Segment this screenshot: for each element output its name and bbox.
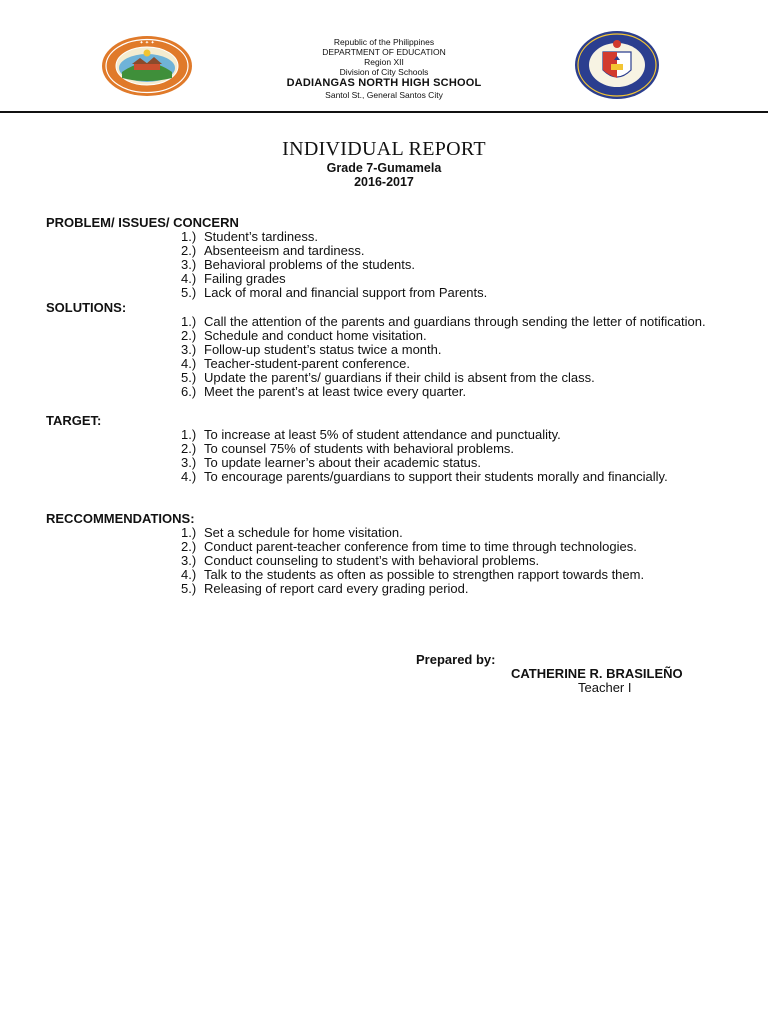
- item-text: Follow-up student’s status twice a month.: [204, 342, 442, 357]
- list-item: [181, 554, 722, 568]
- item-number: 4.): [181, 469, 197, 484]
- item-number: 5.): [181, 581, 197, 596]
- list-item: [181, 385, 722, 399]
- letterhead: [0, 0, 768, 112]
- recommendations-list: [181, 526, 722, 596]
- list-item: [181, 568, 722, 582]
- list-item: [181, 315, 722, 329]
- page-title: INDIVIDUAL REPORT: [282, 138, 486, 160]
- item-number: 4.): [181, 271, 197, 286]
- school-address: Santol St., General Santos City: [325, 90, 443, 100]
- prepared-by-label: Prepared by:: [416, 652, 496, 667]
- section-heading-target: TARGET:: [46, 413, 102, 428]
- target-list: [181, 428, 722, 484]
- list-item: [181, 371, 722, 385]
- item-text: To encourage parents/guardians to support their students morally and financially.: [204, 469, 668, 484]
- item-number: 5.): [181, 285, 197, 300]
- item-text: Meet the parent’s at least twice every quarter.: [204, 384, 467, 399]
- item-number: 4.): [181, 356, 197, 371]
- class-name: Grade 7-Gumamela: [326, 161, 442, 175]
- item-number: 3.): [181, 342, 197, 357]
- item-number: 4.): [181, 567, 197, 582]
- item-text: Teacher-student-parent conference.: [204, 356, 410, 371]
- list-item: [181, 230, 722, 244]
- section-heading-recommendations: RECCOMMENDATIONS:: [46, 511, 195, 526]
- item-text: Set a schedule for home visitation.: [204, 525, 403, 540]
- svg-text:✦ ✦ ✦: ✦ ✦ ✦: [139, 40, 155, 46]
- item-text: Absenteeism and tardiness.: [204, 243, 365, 258]
- item-number: 1.): [181, 427, 197, 442]
- item-number: 5.): [181, 370, 197, 385]
- item-number: 2.): [181, 539, 197, 554]
- item-number: 6.): [181, 384, 197, 399]
- list-item: [181, 470, 722, 484]
- list-item: [181, 540, 722, 554]
- item-text: Conduct counseling to student’s with behavioral problems.: [204, 553, 540, 568]
- item-number: 3.): [181, 553, 197, 568]
- item-number: 2.): [181, 441, 197, 456]
- item-text: Behavioral problems of the students.: [204, 257, 416, 272]
- list-item: [181, 286, 722, 300]
- item-text: Call the attention of the parents and guardians through sending the letter of notification.: [204, 314, 706, 329]
- item-text: To counsel 75% of students with behavioral problems.: [204, 441, 515, 456]
- list-item: [181, 244, 722, 258]
- item-number: 3.): [181, 455, 197, 470]
- section-heading-problems: PROBLEM/ ISSUES/ CONCERN: [46, 215, 239, 230]
- deped-seal-icon: [570, 30, 664, 100]
- item-number: 3.): [181, 257, 197, 272]
- letterhead-line: Republic of the Philippines: [333, 37, 435, 47]
- item-text: To increase at least 5% of student attendance and punctuality.: [204, 427, 561, 442]
- header-divider: [0, 111, 768, 113]
- item-text: To update learner’s about their academic status.: [204, 455, 482, 470]
- item-text: Student’s tardiness.: [204, 229, 318, 244]
- list-item: [181, 272, 722, 286]
- item-number: 1.): [181, 314, 197, 329]
- item-number: 1.): [181, 229, 197, 244]
- list-item: [181, 582, 722, 596]
- item-text: Releasing of report card every grading period.: [204, 581, 469, 596]
- item-text: Conduct parent-teacher conference from time to time through technologies.: [204, 539, 637, 554]
- item-number: 2.): [181, 243, 197, 258]
- signer-name: CATHERINE R. BRASILEÑO: [511, 666, 683, 681]
- problems-list: [181, 230, 722, 300]
- list-item: [181, 329, 722, 343]
- solutions-list: [181, 315, 722, 399]
- item-text: Lack of moral and financial support from Parents.: [204, 285, 488, 300]
- list-item: [181, 442, 722, 456]
- list-item: [181, 456, 722, 470]
- letterhead-line: Region XII: [364, 57, 404, 67]
- item-text: Update the parent’s/ guardians if their child is absent from the class.: [204, 370, 595, 385]
- list-item: [181, 526, 722, 540]
- school-name: DADIANGAS NORTH HIGH SCHOOL: [286, 77, 482, 89]
- list-item: [181, 357, 722, 371]
- school-year: 2016-2017: [354, 175, 414, 189]
- item-text: Failing grades: [204, 271, 286, 286]
- letterhead-line: DEPARTMENT OF EDUCATION: [322, 47, 446, 57]
- list-item: [181, 258, 722, 272]
- signer-position: Teacher I: [578, 680, 632, 695]
- letterhead-line: Division of City Schools: [339, 67, 429, 77]
- item-number: 2.): [181, 328, 197, 343]
- item-text: Schedule and conduct home visitation.: [204, 328, 427, 343]
- letterhead-text: [234, 37, 534, 100]
- item-text: Talk to the students as often as possible to strengthen rapport towards them.: [204, 567, 645, 582]
- section-heading-solutions: SOLUTIONS:: [46, 300, 127, 315]
- list-item: [181, 343, 722, 357]
- list-item: [181, 428, 722, 442]
- item-number: 1.): [181, 525, 197, 540]
- school-seal-icon: [100, 34, 194, 98]
